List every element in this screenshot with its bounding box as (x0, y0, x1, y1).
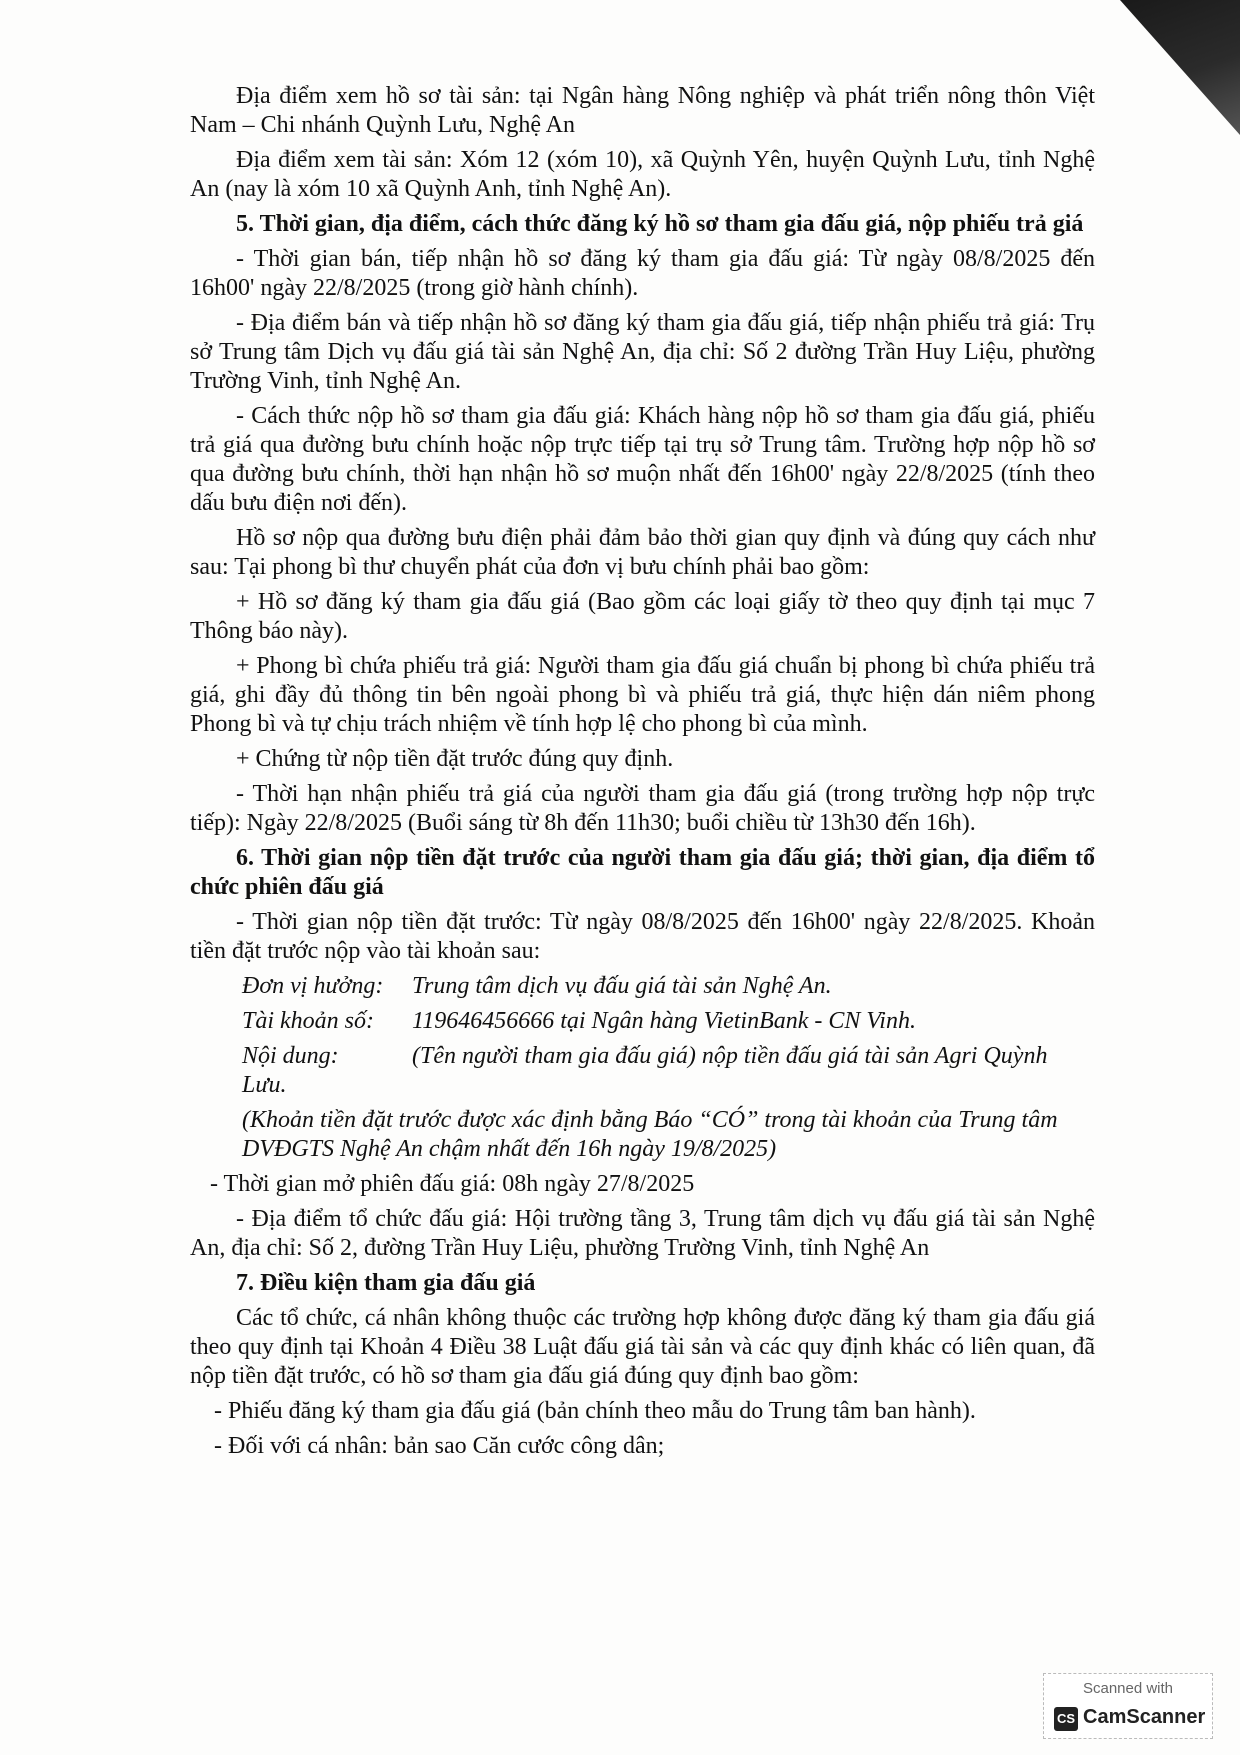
paragraph-auction-place: - Địa điểm tổ chức đấu giá: Hội trường tầng 3, Trung tâm dịch vụ đấu giá tài sản Nghệ An, địa chỉ: Số 2, đường Trần Huy Liệu, phường Trường Vinh, tỉnh Nghệ An (190, 1206, 1095, 1261)
paragraph-bid-deadline: - Thời hạn nhận phiếu trả giá của người tham gia đấu giá (trong trường hợp nộp trực tiếp): Ngày 22/8/2025 (Buổi sáng từ 8h đến 11h30; buổi chiều từ 13h30 đến 16h). (190, 781, 1095, 836)
document-page (190, 82, 1095, 1467)
paragraph-deposit-time: - Thời gian nộp tiền đặt trước: Từ ngày 08/8/2025 đến 16h00' ngày 22/8/2025. Khoản tiền đặt trước nộp vào tài khoản sau: (190, 909, 1095, 964)
account-unit-row (242, 972, 1095, 1001)
paragraph-registration-form: - Phiếu đăng ký tham gia đấu giá (bản chính theo mẫu do Trung tâm ban hành). (214, 1398, 976, 1424)
account-content-continuation: Lưu. (242, 1072, 287, 1098)
account-content-row (242, 1042, 1095, 1071)
section-heading-7: 7. Điều kiện tham gia đấu giá (236, 1270, 536, 1296)
deposit-note: (Khoản tiền đặt trước được xác định bằng Báo “CÓ” trong tài khoản của Trung tâm DVĐGTS Nghệ An chậm nhất đến 16h ngày 19/8/2025) (242, 1107, 1058, 1162)
scan-corner-shadow (1120, 0, 1240, 135)
paragraph-submission-method: - Cách thức nộp hồ sơ tham gia đấu giá: Khách hàng nộp hồ sơ tham gia đấu giá, phiếu trả giá qua đường bưu chính hoặc nộp trực tiếp tại trụ sở Trung tâm. Trường hợp nộp hồ sơ qua đường bưu chính, thời hạn nhận hồ sơ muộn nhất đến 16h00' ngày 22/8/2025 (tính theo dấu bưu điện nơi đến). (190, 403, 1095, 516)
paragraph-item-envelope: + Phong bì chứa phiếu trả giá: Người tham gia đấu giá chuẩn bị phong bì chứa phiếu trả giá, ghi đầy đủ thông tin bên ngoài phong bì và phiếu trả giá, thực hiện dán niêm phong Phong bì và tự chịu trách nhiệm về tính hợp lệ cho phong bì của mình. (190, 653, 1095, 737)
paragraph-conditions: Các tổ chức, cá nhân không thuộc các trường hợp không được đăng ký tham gia đấu giá theo quy định tại Khoản 4 Điều 38 Luật đấu giá tài sản và các quy định khác có liên quan, đã nộp tiền đặt trước, có hồ sơ tham gia đấu giá đúng quy định bao gồm: (190, 1305, 1095, 1389)
account-number-row (242, 1007, 1095, 1036)
camscanner-logo-icon: CS (1054, 1707, 1078, 1731)
account-content-label: Nội dung: (242, 1043, 339, 1069)
account-number-value: 119646456666 tại Ngân hàng VietinBank - CN Vinh. (412, 1008, 916, 1034)
account-unit-label: Đơn vị hưởng: (242, 973, 384, 999)
paragraph-registration-place: - Địa điểm bán và tiếp nhận hồ sơ đăng ký tham gia đấu giá, tiếp nhận phiếu trả giá: Trụ sở Trung tâm Dịch vụ đấu giá tài sản Nghệ An, địa chỉ: Số 2 đường Trần Huy Liệu, phường Trường Vinh, tỉnh Nghệ An. (190, 310, 1095, 394)
scanned-with-text: Scanned with (1082, 1680, 1174, 1697)
section-heading-6: 6. Thời gian nộp tiền đặt trước của người tham gia đấu giá; thời gian, địa điểm tổ chức phiên đấu giá (190, 845, 1095, 900)
camscanner-watermark (1043, 1673, 1213, 1739)
paragraph-item-deposit-proof: + Chứng từ nộp tiền đặt trước đúng quy định. (236, 746, 674, 772)
paragraph-postal-requirements: Hồ sơ nộp qua đường bưu điện phải đảm bảo thời gian quy định và đúng quy cách như sau: Tại phong bì thư chuyển phát của đơn vị bưu chính phải bao gồm: (190, 525, 1095, 580)
paragraph-registration-time: - Thời gian bán, tiếp nhận hồ sơ đăng ký tham gia đấu giá: Từ ngày 08/8/2025 đến 16h00' ngày 22/8/2025 (trong giờ hành chính). (190, 246, 1095, 301)
section-heading-5: 5. Thời gian, địa điểm, cách thức đăng ký hồ sơ tham gia đấu giá, nộp phiếu trả giá (236, 211, 1084, 237)
paragraph-asset-location: Địa điểm xem tài sản: Xóm 12 (xóm 10), xã Quỳnh Yên, huyện Quỳnh Lưu, tỉnh Nghệ An (nay là xóm 10 xã Quỳnh Anh, tỉnh Nghệ An). (190, 147, 1095, 202)
camscanner-brand-text: CamScanner (1083, 1706, 1206, 1728)
paragraph-asset-docs-location: Địa điểm xem hồ sơ tài sản: tại Ngân hàng Nông nghiệp và phát triển nông thôn Việt Nam – Chi nhánh Quỳnh Lưu, Nghệ An (190, 83, 1095, 138)
account-number-label: Tài khoản số: (242, 1008, 374, 1034)
paragraph-individual-id: - Đối với cá nhân: bản sao Căn cước công dân; (214, 1433, 665, 1459)
account-unit-value: Trung tâm dịch vụ đấu giá tài sản Nghệ An. (412, 973, 832, 999)
paragraph-item-registration: + Hồ sơ đăng ký tham gia đấu giá (Bao gồm các loại giấy tờ theo quy định tại mục 7 Thông báo này). (190, 589, 1095, 644)
account-content-value: (Tên người tham gia đấu giá) nộp tiền đấu giá tài sản Agri Quỳnh (412, 1043, 1048, 1069)
paragraph-auction-open-time: - Thời gian mở phiên đấu giá: 08h ngày 27/8/2025 (210, 1171, 695, 1197)
